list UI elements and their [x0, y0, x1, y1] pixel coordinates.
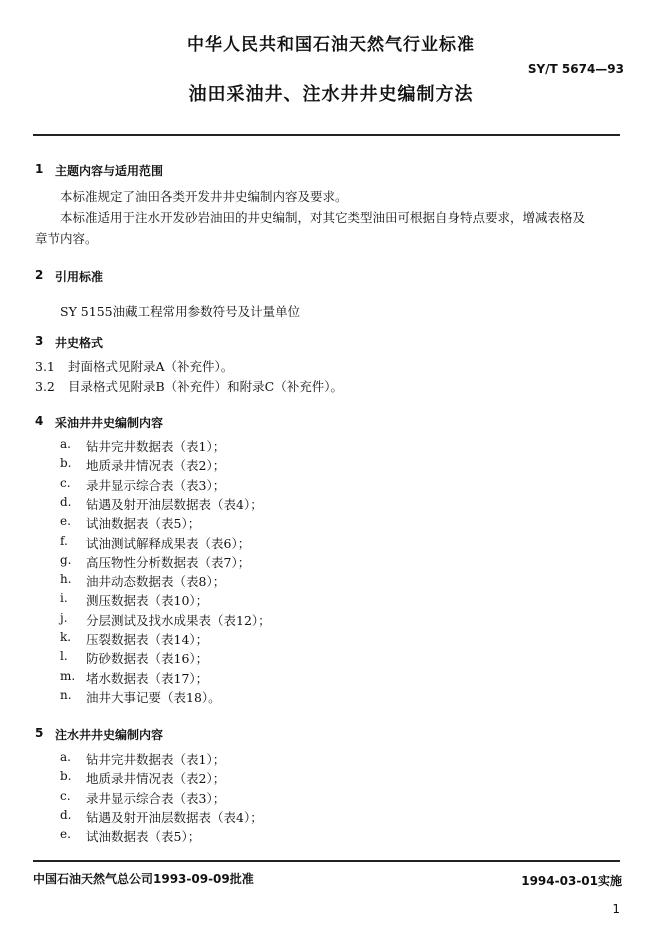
- list-item-letter: e.: [60, 827, 71, 842]
- section-3-title: 井史格式: [55, 336, 104, 350]
- list-item-text: 堵水数据表（表17）；: [86, 670, 209, 686]
- section-2-title: 引用标准: [55, 270, 104, 284]
- list-item-letter: c.: [60, 788, 71, 803]
- list-item-text: 钻遇及射开油层数据表（表4）；: [86, 809, 263, 825]
- section-1-number: 1: [35, 162, 44, 176]
- list-item-letter: d.: [60, 494, 72, 509]
- section-1-paragraph-1: 本标准规定了油田各类开发井井史编制内容及要求。: [60, 189, 348, 204]
- list-item-letter: k.: [60, 630, 72, 644]
- list-item-letter: d.: [60, 807, 72, 822]
- org-standard-title: 中华人民共和国石油天然气行业标准: [187, 35, 475, 55]
- section-2-number: 2: [35, 268, 44, 282]
- list-item-letter: n.: [60, 687, 72, 702]
- list-item-text: 试油测试解释成果表（表6）；: [86, 535, 251, 551]
- list-item-letter: g.: [60, 552, 72, 567]
- section-4-number: 4: [35, 414, 44, 428]
- section-2-reference: SY 5155油藏工程常用参数符号及计量单位: [60, 304, 301, 319]
- standard-code: SY/T 5674—93: [527, 62, 624, 76]
- section-5-number: 5: [35, 726, 44, 740]
- list-item-text: 油井大事记要（表18）。: [86, 689, 221, 705]
- implementation-date: 1994-03-01实施: [521, 874, 622, 888]
- list-item-letter: c.: [60, 475, 71, 490]
- list-item-text: 防砂数据表（表16）；: [86, 651, 209, 667]
- list-item-letter: a.: [60, 437, 71, 451]
- list-item-text: 地质录井情况表（表2）；: [86, 771, 226, 787]
- section-3-1-number: 3.1: [35, 359, 55, 374]
- list-item-text: 录井显示综合表（表3）；: [86, 790, 226, 806]
- header-divider: [33, 134, 620, 136]
- list-item-text: 油井动态数据表（表8）；: [86, 574, 226, 590]
- list-item-letter: a.: [60, 750, 71, 764]
- list-item-text: 分层测试及找水成果表（表12）；: [86, 612, 271, 628]
- section-1-paragraph-2-line-2: 章节内容。: [35, 231, 98, 246]
- list-item-letter: f.: [60, 533, 68, 548]
- list-item-text: 录井显示综合表（表3）；: [86, 477, 226, 493]
- list-item-letter: e.: [60, 514, 71, 529]
- list-item-text: 试油数据表（表5）；: [86, 516, 201, 532]
- list-item-text: 钻遇及射开油层数据表（表4）；: [86, 496, 263, 512]
- section-3-2-number: 3.2: [35, 379, 55, 394]
- list-item-text: 钻井完井数据表（表1）；: [86, 752, 226, 767]
- section-3-number: 3: [35, 334, 44, 348]
- section-3-1-text: 封面格式见附录A（补充件）。: [68, 359, 234, 374]
- list-item-text: 测压数据表（表10）；: [86, 593, 209, 609]
- list-item-letter: j.: [60, 610, 68, 625]
- list-item-text: 试油数据表（表5）；: [86, 829, 201, 845]
- section-1-paragraph-2-line-1: 本标准适用于注水开发砂岩油田的井史编制，对其它类型油田可根据自身特点要求，增减表格及: [60, 210, 586, 225]
- list-item-letter: b.: [60, 769, 72, 784]
- section-1-title: 主题内容与适用范围: [55, 164, 164, 178]
- page-number: 1: [612, 902, 620, 916]
- section-3-2-text: 目录格式见附录B（补充件）和附录C（补充件）。: [68, 379, 344, 394]
- list-item-letter: m.: [60, 668, 76, 683]
- list-item-text: 压裂数据表（表14）；: [86, 632, 209, 647]
- list-item-text: 钻井完井数据表（表1）；: [86, 439, 226, 454]
- approval-statement: 中国石油天然气总公司1993-09-09批准: [33, 872, 254, 886]
- list-item-letter: i.: [60, 591, 68, 606]
- list-item-letter: l.: [60, 649, 68, 664]
- list-item-letter: h.: [60, 572, 72, 587]
- document-title: 油田采油井、注水井井史编制方法: [188, 84, 474, 105]
- list-item-text: 高压物性分析数据表（表7）；: [86, 554, 251, 570]
- list-item-letter: b.: [60, 456, 72, 471]
- section-5-title: 注水井井史编制内容: [55, 728, 164, 742]
- list-item-text: 地质录井情况表（表2）；: [86, 458, 226, 474]
- footer-divider: [33, 860, 620, 862]
- section-4-title: 采油井井史编制内容: [55, 416, 164, 430]
